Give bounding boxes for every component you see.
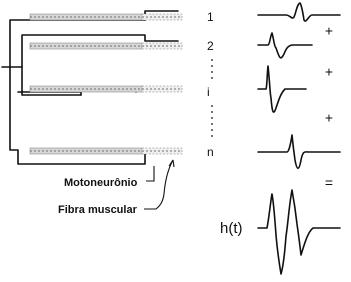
captions xyxy=(58,177,243,237)
waveform-i xyxy=(258,66,306,112)
unit-label-2: 2 xyxy=(207,39,214,54)
ellipsis-dots xyxy=(211,59,213,137)
operator-1: + xyxy=(324,22,334,39)
operator-n: = xyxy=(324,174,334,191)
unit-labels xyxy=(207,10,214,159)
waveform-n xyxy=(258,135,340,168)
muscle-fiber-label: Fibra muscular xyxy=(58,203,137,216)
waveform-1 xyxy=(258,3,340,21)
waveform-2 xyxy=(258,33,312,58)
output-signal-label: h(t) xyxy=(220,219,243,237)
motoneuron-leader xyxy=(146,166,154,181)
operator-i: + xyxy=(324,109,334,126)
caption-leaders xyxy=(144,160,174,209)
unit-label-n: n xyxy=(207,145,214,160)
muscle-fiber-leader xyxy=(144,160,173,209)
action-potential-waveforms xyxy=(258,3,340,274)
operator-2: + xyxy=(324,63,334,80)
unit-label-i: i xyxy=(207,85,210,100)
summed-waveform xyxy=(258,190,340,274)
unit-label-1: 1 xyxy=(207,10,214,25)
motoneuron-label: Motoneurônio xyxy=(64,176,138,189)
operators xyxy=(325,23,333,191)
